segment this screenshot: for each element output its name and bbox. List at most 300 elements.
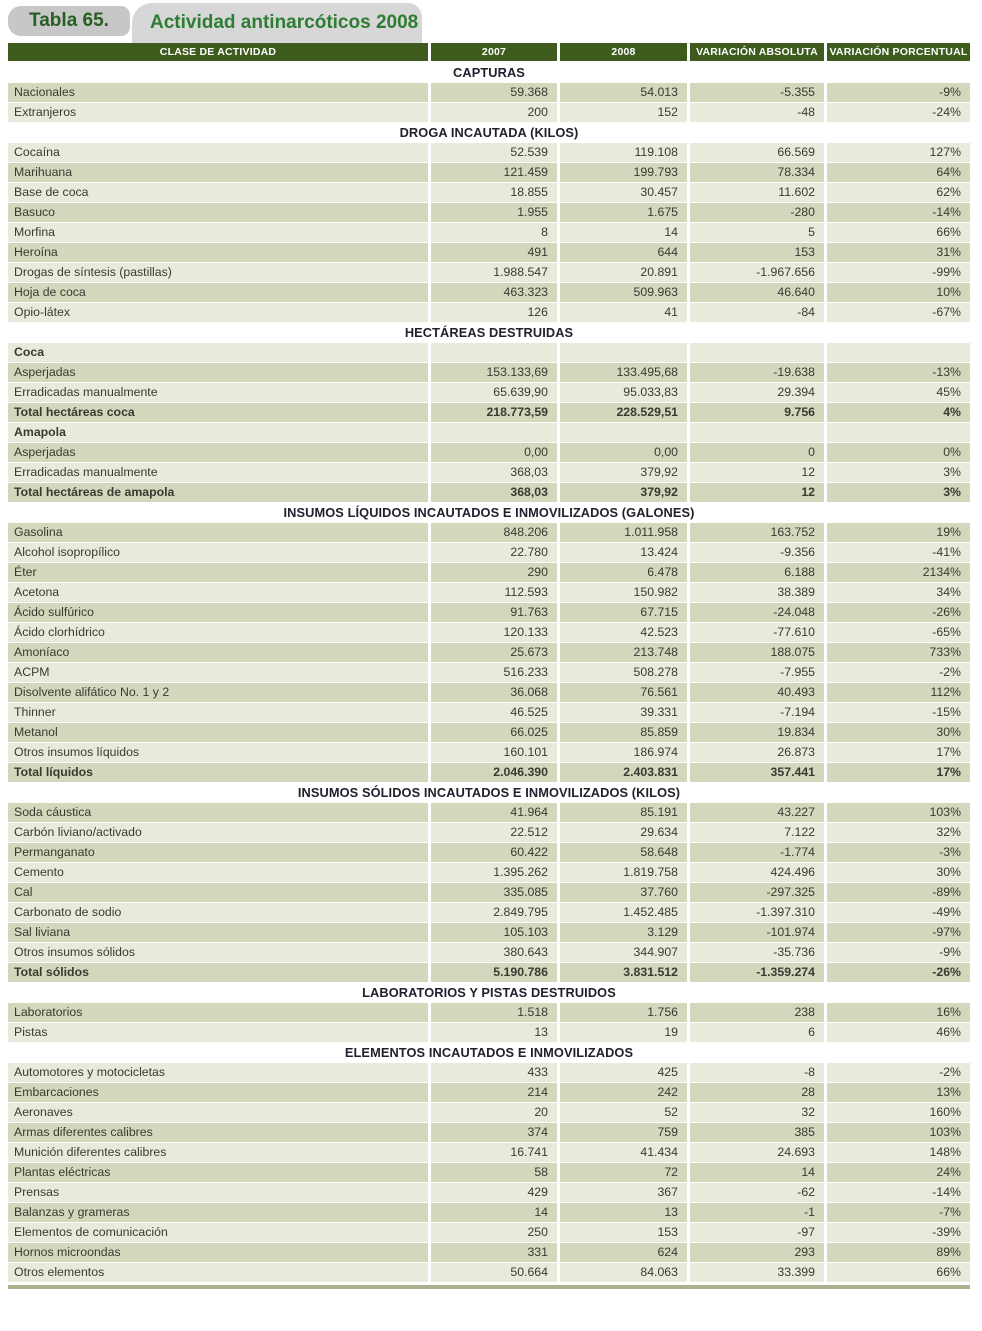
row-label-cell: Acetona [8, 583, 431, 603]
row-label-cell: Asperjadas [8, 443, 431, 463]
value-cell: 14 [690, 1163, 827, 1183]
value-cell: 153 [690, 243, 827, 263]
table-number-badge [8, 6, 130, 36]
section-header: INSUMOS SÓLIDOS INCAUTADOS E INMOVILIZADOS (KILOS) [8, 783, 970, 803]
value-cell: 1.988.547 [431, 263, 560, 283]
row-label-cell: Morfina [8, 223, 431, 243]
row-label-cell: Metanol [8, 723, 431, 743]
value-cell: 368,03 [431, 483, 560, 503]
value-cell: 22.512 [431, 823, 560, 843]
value-cell: 188.075 [690, 643, 827, 663]
table-row [8, 923, 970, 943]
table-row [8, 1223, 970, 1243]
value-cell: 19% [827, 523, 970, 543]
value-cell: -19.638 [690, 363, 827, 383]
section-header: LABORATORIOS Y PISTAS DESTRUIDOS [8, 983, 970, 1003]
value-cell: 150.982 [560, 583, 690, 603]
value-cell: 105.103 [431, 923, 560, 943]
table-row [8, 243, 970, 263]
value-cell: 433 [431, 1063, 560, 1083]
value-cell: -67% [827, 303, 970, 323]
value-cell: -77.610 [690, 623, 827, 643]
value-cell: 2.403.831 [560, 763, 690, 783]
value-cell: 6.188 [690, 563, 827, 583]
value-cell: 250 [431, 1223, 560, 1243]
value-cell: 62% [827, 183, 970, 203]
row-label-cell: Prensas [8, 1183, 431, 1203]
value-cell: 33.399 [690, 1263, 827, 1283]
value-cell [827, 343, 970, 363]
value-cell [431, 343, 560, 363]
row-label-cell: Basuco [8, 203, 431, 223]
value-cell: 76.561 [560, 683, 690, 703]
section-header-row [8, 1043, 970, 1063]
table-row [8, 1203, 970, 1223]
section-header-row [8, 323, 970, 343]
section-header-row [8, 783, 970, 803]
row-label-cell: ACPM [8, 663, 431, 683]
value-cell: 13 [560, 1203, 690, 1223]
table-row [8, 643, 970, 663]
value-cell: 152 [560, 103, 690, 123]
row-label-cell: Disolvente alifático No. 1 y 2 [8, 683, 431, 703]
value-cell: 516.233 [431, 663, 560, 683]
row-label-cell: Otros insumos sólidos [8, 943, 431, 963]
row-label-cell: Carbonato de sodio [8, 903, 431, 923]
table-row [8, 863, 970, 883]
row-label-cell: Pistas [8, 1023, 431, 1043]
row-label-cell: Amapola [8, 423, 431, 443]
value-cell: 385 [690, 1123, 827, 1143]
value-cell: 11.602 [690, 183, 827, 203]
column-header-variacion-absoluta: VARIACIÓN ABSOLUTA [690, 43, 827, 63]
value-cell: 52.539 [431, 143, 560, 163]
value-cell: 13.424 [560, 543, 690, 563]
row-label-cell: Erradicadas manualmente [8, 383, 431, 403]
value-cell: -24% [827, 103, 970, 123]
row-label-cell: Opio-látex [8, 303, 431, 323]
value-cell: 379,92 [560, 463, 690, 483]
value-cell: 46.640 [690, 283, 827, 303]
table-row [8, 423, 970, 443]
value-cell [560, 343, 690, 363]
value-cell: 46% [827, 1023, 970, 1043]
value-cell [690, 343, 827, 363]
value-cell: 43.227 [690, 803, 827, 823]
row-label-cell: Erradicadas manualmente [8, 463, 431, 483]
value-cell: 335.085 [431, 883, 560, 903]
value-cell: -39% [827, 1223, 970, 1243]
value-cell: 103% [827, 803, 970, 823]
row-label-cell: Embarcaciones [8, 1083, 431, 1103]
value-cell: 66.025 [431, 723, 560, 743]
value-cell: 848.206 [431, 523, 560, 543]
value-cell: -15% [827, 703, 970, 723]
table-row [8, 383, 970, 403]
value-cell: 119.108 [560, 143, 690, 163]
value-cell: 6 [690, 1023, 827, 1043]
value-cell: 242 [560, 1083, 690, 1103]
value-cell: 425 [560, 1063, 690, 1083]
value-cell: 16.741 [431, 1143, 560, 1163]
value-cell: -13% [827, 363, 970, 383]
value-cell: -1.359.274 [690, 963, 827, 983]
row-label-cell: Otros insumos líquidos [8, 743, 431, 763]
table-row [8, 483, 970, 503]
table-row [8, 743, 970, 763]
value-cell: 24% [827, 1163, 970, 1183]
value-cell: 26.873 [690, 743, 827, 763]
table-row [8, 1243, 970, 1263]
table-row [8, 463, 970, 483]
value-cell: 1.518 [431, 1003, 560, 1023]
table-row [8, 263, 970, 283]
value-cell: 3% [827, 463, 970, 483]
table-row [8, 1083, 970, 1103]
table-row [8, 83, 970, 103]
value-cell: 46.525 [431, 703, 560, 723]
value-cell: 429 [431, 1183, 560, 1203]
value-cell: 509.963 [560, 283, 690, 303]
row-label-cell: Laboratorios [8, 1003, 431, 1023]
table-row [8, 303, 970, 323]
value-cell: 624 [560, 1243, 690, 1263]
value-cell: -2% [827, 663, 970, 683]
value-cell: -7.955 [690, 663, 827, 683]
row-label-cell: Thinner [8, 703, 431, 723]
table-row [8, 283, 970, 303]
value-cell: -99% [827, 263, 970, 283]
row-label-cell: Otros elementos [8, 1263, 431, 1283]
row-label-cell: Marihuana [8, 163, 431, 183]
value-cell: 126 [431, 303, 560, 323]
row-label-cell: Éter [8, 563, 431, 583]
value-cell: 30% [827, 723, 970, 743]
table-row [8, 1023, 970, 1043]
value-cell: 8 [431, 223, 560, 243]
value-cell: 50.664 [431, 1263, 560, 1283]
value-cell: -14% [827, 203, 970, 223]
value-cell: 0 [690, 443, 827, 463]
value-cell: 759 [560, 1123, 690, 1143]
value-cell: 59.368 [431, 83, 560, 103]
row-label-cell: Plantas eléctricas [8, 1163, 431, 1183]
table-row [8, 1143, 970, 1163]
value-cell: -9.356 [690, 543, 827, 563]
row-label-cell: Amoníaco [8, 643, 431, 663]
value-cell: 54.013 [560, 83, 690, 103]
value-cell: -62 [690, 1183, 827, 1203]
value-cell: 13 [431, 1023, 560, 1043]
value-cell: 34% [827, 583, 970, 603]
value-cell: 357.441 [690, 763, 827, 783]
value-cell: -26% [827, 963, 970, 983]
value-cell: -101.974 [690, 923, 827, 943]
value-cell: 14 [560, 223, 690, 243]
row-label-cell: Total líquidos [8, 763, 431, 783]
table-row [8, 1183, 970, 1203]
value-cell: 20.891 [560, 263, 690, 283]
value-cell: 368,03 [431, 463, 560, 483]
row-label-cell: Base de coca [8, 183, 431, 203]
table-row [8, 603, 970, 623]
column-header-row [8, 43, 970, 63]
table-row [8, 963, 970, 983]
value-cell: 78.334 [690, 163, 827, 183]
data-table [8, 43, 970, 1283]
value-cell: 213.748 [560, 643, 690, 663]
row-label-cell: Heroína [8, 243, 431, 263]
value-cell: -84 [690, 303, 827, 323]
value-cell: 374 [431, 1123, 560, 1143]
value-cell: 0,00 [431, 443, 560, 463]
table-row [8, 363, 970, 383]
row-label-cell: Aeronaves [8, 1103, 431, 1123]
value-cell: 644 [560, 243, 690, 263]
table-title: Actividad antinarcóticos 2008 [150, 12, 419, 33]
value-cell: 38.389 [690, 583, 827, 603]
value-cell: 28 [690, 1083, 827, 1103]
table-row [8, 583, 970, 603]
value-cell: 199.793 [560, 163, 690, 183]
row-label-cell: Cal [8, 883, 431, 903]
table-row [8, 883, 970, 903]
table-row [8, 543, 970, 563]
table-row [8, 843, 970, 863]
table-row [8, 1163, 970, 1183]
value-cell: 67.715 [560, 603, 690, 623]
value-cell: 18.855 [431, 183, 560, 203]
row-label-cell: Total sólidos [8, 963, 431, 983]
value-cell [827, 423, 970, 443]
value-cell: 12 [690, 483, 827, 503]
value-cell: 112.593 [431, 583, 560, 603]
value-cell: 89% [827, 1243, 970, 1263]
row-label-cell: Armas diferentes calibres [8, 1123, 431, 1143]
row-label-cell: Cemento [8, 863, 431, 883]
table-row [8, 823, 970, 843]
value-cell: -1.967.656 [690, 263, 827, 283]
table-row [8, 1123, 970, 1143]
table-row [8, 163, 970, 183]
row-label-cell: Asperjadas [8, 363, 431, 383]
table-row [8, 763, 970, 783]
value-cell: -2% [827, 1063, 970, 1083]
section-header-row [8, 123, 970, 143]
value-cell: 40.493 [690, 683, 827, 703]
value-cell: 58 [431, 1163, 560, 1183]
value-cell: 12 [690, 463, 827, 483]
value-cell [431, 423, 560, 443]
value-cell: 1.011.958 [560, 523, 690, 543]
value-cell: 66% [827, 223, 970, 243]
value-cell: 163.752 [690, 523, 827, 543]
value-cell: 424.496 [690, 863, 827, 883]
row-label-cell: Soda cáustica [8, 803, 431, 823]
section-header: DROGA INCAUTADA (KILOS) [8, 123, 970, 143]
column-header-clase-de-actividad: CLASE DE ACTIVIDAD [8, 43, 431, 63]
table-row [8, 803, 970, 823]
value-cell: 39.331 [560, 703, 690, 723]
value-cell: -1 [690, 1203, 827, 1223]
value-cell: 218.773,59 [431, 403, 560, 423]
value-cell: 4% [827, 403, 970, 423]
value-cell: 60.422 [431, 843, 560, 863]
row-label-cell: Coca [8, 343, 431, 363]
section-header-row [8, 503, 970, 523]
value-cell: 153 [560, 1223, 690, 1243]
value-cell: 36.068 [431, 683, 560, 703]
value-cell: 17% [827, 763, 970, 783]
value-cell: 95.033,83 [560, 383, 690, 403]
row-label-cell: Ácido clorhídrico [8, 623, 431, 643]
column-header-variacion-porcentual: VARIACIÓN PORCENTUAL [827, 43, 970, 63]
table-row [8, 183, 970, 203]
value-cell: 41.964 [431, 803, 560, 823]
value-cell: 64% [827, 163, 970, 183]
value-cell: -24.048 [690, 603, 827, 623]
value-cell: 153.133,69 [431, 363, 560, 383]
row-label-cell: Carbón liviano/activado [8, 823, 431, 843]
value-cell: 91.763 [431, 603, 560, 623]
row-label-cell: Alcohol isopropílico [8, 543, 431, 563]
section-header: HECTÁREAS DESTRUIDAS [8, 323, 970, 343]
value-cell: 186.974 [560, 743, 690, 763]
value-cell: 127% [827, 143, 970, 163]
table-row [8, 223, 970, 243]
value-cell: 121.459 [431, 163, 560, 183]
value-cell: -1.774 [690, 843, 827, 863]
value-cell: 52 [560, 1103, 690, 1123]
value-cell: 29.634 [560, 823, 690, 843]
value-cell: 160.101 [431, 743, 560, 763]
value-cell: 0,00 [560, 443, 690, 463]
value-cell: -48 [690, 103, 827, 123]
value-cell: 32 [690, 1103, 827, 1123]
row-label-cell: Munición diferentes calibres [8, 1143, 431, 1163]
value-cell: 120.133 [431, 623, 560, 643]
row-label-cell: Nacionales [8, 83, 431, 103]
value-cell: 491 [431, 243, 560, 263]
value-cell: 31% [827, 243, 970, 263]
value-cell: -26% [827, 603, 970, 623]
value-cell: 13% [827, 1083, 970, 1103]
table-row [8, 403, 970, 423]
value-cell: -1.397.310 [690, 903, 827, 923]
value-cell: -41% [827, 543, 970, 563]
value-cell: 19 [560, 1023, 690, 1043]
row-label-cell: Hornos microondas [8, 1243, 431, 1263]
row-label-cell: Hoja de coca [8, 283, 431, 303]
row-label-cell: Total hectáreas coca [8, 403, 431, 423]
table-row [8, 683, 970, 703]
row-label-cell: Total hectáreas de amapola [8, 483, 431, 503]
value-cell: 41 [560, 303, 690, 323]
value-cell: 22.780 [431, 543, 560, 563]
value-cell: -49% [827, 903, 970, 923]
value-cell: -7% [827, 1203, 970, 1223]
table-number: Tabla 65. [29, 10, 109, 31]
value-cell: 45% [827, 383, 970, 403]
value-cell: 148% [827, 1143, 970, 1163]
row-label-cell: Extranjeros [8, 103, 431, 123]
value-cell: 1.819.758 [560, 863, 690, 883]
table-row [8, 203, 970, 223]
value-cell: 32% [827, 823, 970, 843]
value-cell: 133.495,68 [560, 363, 690, 383]
value-cell: 30.457 [560, 183, 690, 203]
value-cell: 19.834 [690, 723, 827, 743]
row-label-cell: Ácido sulfúrico [8, 603, 431, 623]
value-cell: -65% [827, 623, 970, 643]
value-cell: 16% [827, 1003, 970, 1023]
row-label-cell: Gasolina [8, 523, 431, 543]
value-cell: 367 [560, 1183, 690, 1203]
value-cell: 379,92 [560, 483, 690, 503]
table-row [8, 1263, 970, 1283]
value-cell: 228.529,51 [560, 403, 690, 423]
value-cell: -97% [827, 923, 970, 943]
value-cell: 112% [827, 683, 970, 703]
value-cell: 733% [827, 643, 970, 663]
value-cell: 3% [827, 483, 970, 503]
value-cell: 84.063 [560, 1263, 690, 1283]
value-cell: 30% [827, 863, 970, 883]
value-cell: -89% [827, 883, 970, 903]
table-row [8, 443, 970, 463]
table-row [8, 1063, 970, 1083]
value-cell: 37.760 [560, 883, 690, 903]
value-cell: 72 [560, 1163, 690, 1183]
row-label-cell: Sal liviana [8, 923, 431, 943]
value-cell: -14% [827, 1183, 970, 1203]
value-cell: 214 [431, 1083, 560, 1103]
value-cell: 508.278 [560, 663, 690, 683]
value-cell: 2.046.390 [431, 763, 560, 783]
value-cell: 160% [827, 1103, 970, 1123]
row-label-cell: Automotores y motocicletas [8, 1063, 431, 1083]
value-cell: 0% [827, 443, 970, 463]
value-cell: 85.191 [560, 803, 690, 823]
table-row [8, 1003, 970, 1023]
value-cell: 42.523 [560, 623, 690, 643]
column-header-2007: 2007 [431, 43, 560, 63]
value-cell: -9% [827, 943, 970, 963]
table-row [8, 1103, 970, 1123]
value-cell: -7.194 [690, 703, 827, 723]
table-row [8, 343, 970, 363]
title-area [0, 0, 982, 43]
table-row [8, 103, 970, 123]
value-cell: 9.756 [690, 403, 827, 423]
section-header: INSUMOS LÍQUIDOS INCAUTADOS E INMOVILIZADOS (GALONES) [8, 503, 970, 523]
value-cell: 14 [431, 1203, 560, 1223]
value-cell: 5.190.786 [431, 963, 560, 983]
value-cell: 3.831.512 [560, 963, 690, 983]
value-cell: 1.756 [560, 1003, 690, 1023]
cutoff-next-row [8, 1285, 970, 1289]
value-cell: 103% [827, 1123, 970, 1143]
value-cell: 3.129 [560, 923, 690, 943]
value-cell: 66% [827, 1263, 970, 1283]
section-header: CAPTURAS [8, 63, 970, 83]
row-label-cell: Cocaína [8, 143, 431, 163]
value-cell: 238 [690, 1003, 827, 1023]
value-cell: 41.434 [560, 1143, 690, 1163]
table-row [8, 623, 970, 643]
value-cell: -9% [827, 83, 970, 103]
value-cell [690, 423, 827, 443]
